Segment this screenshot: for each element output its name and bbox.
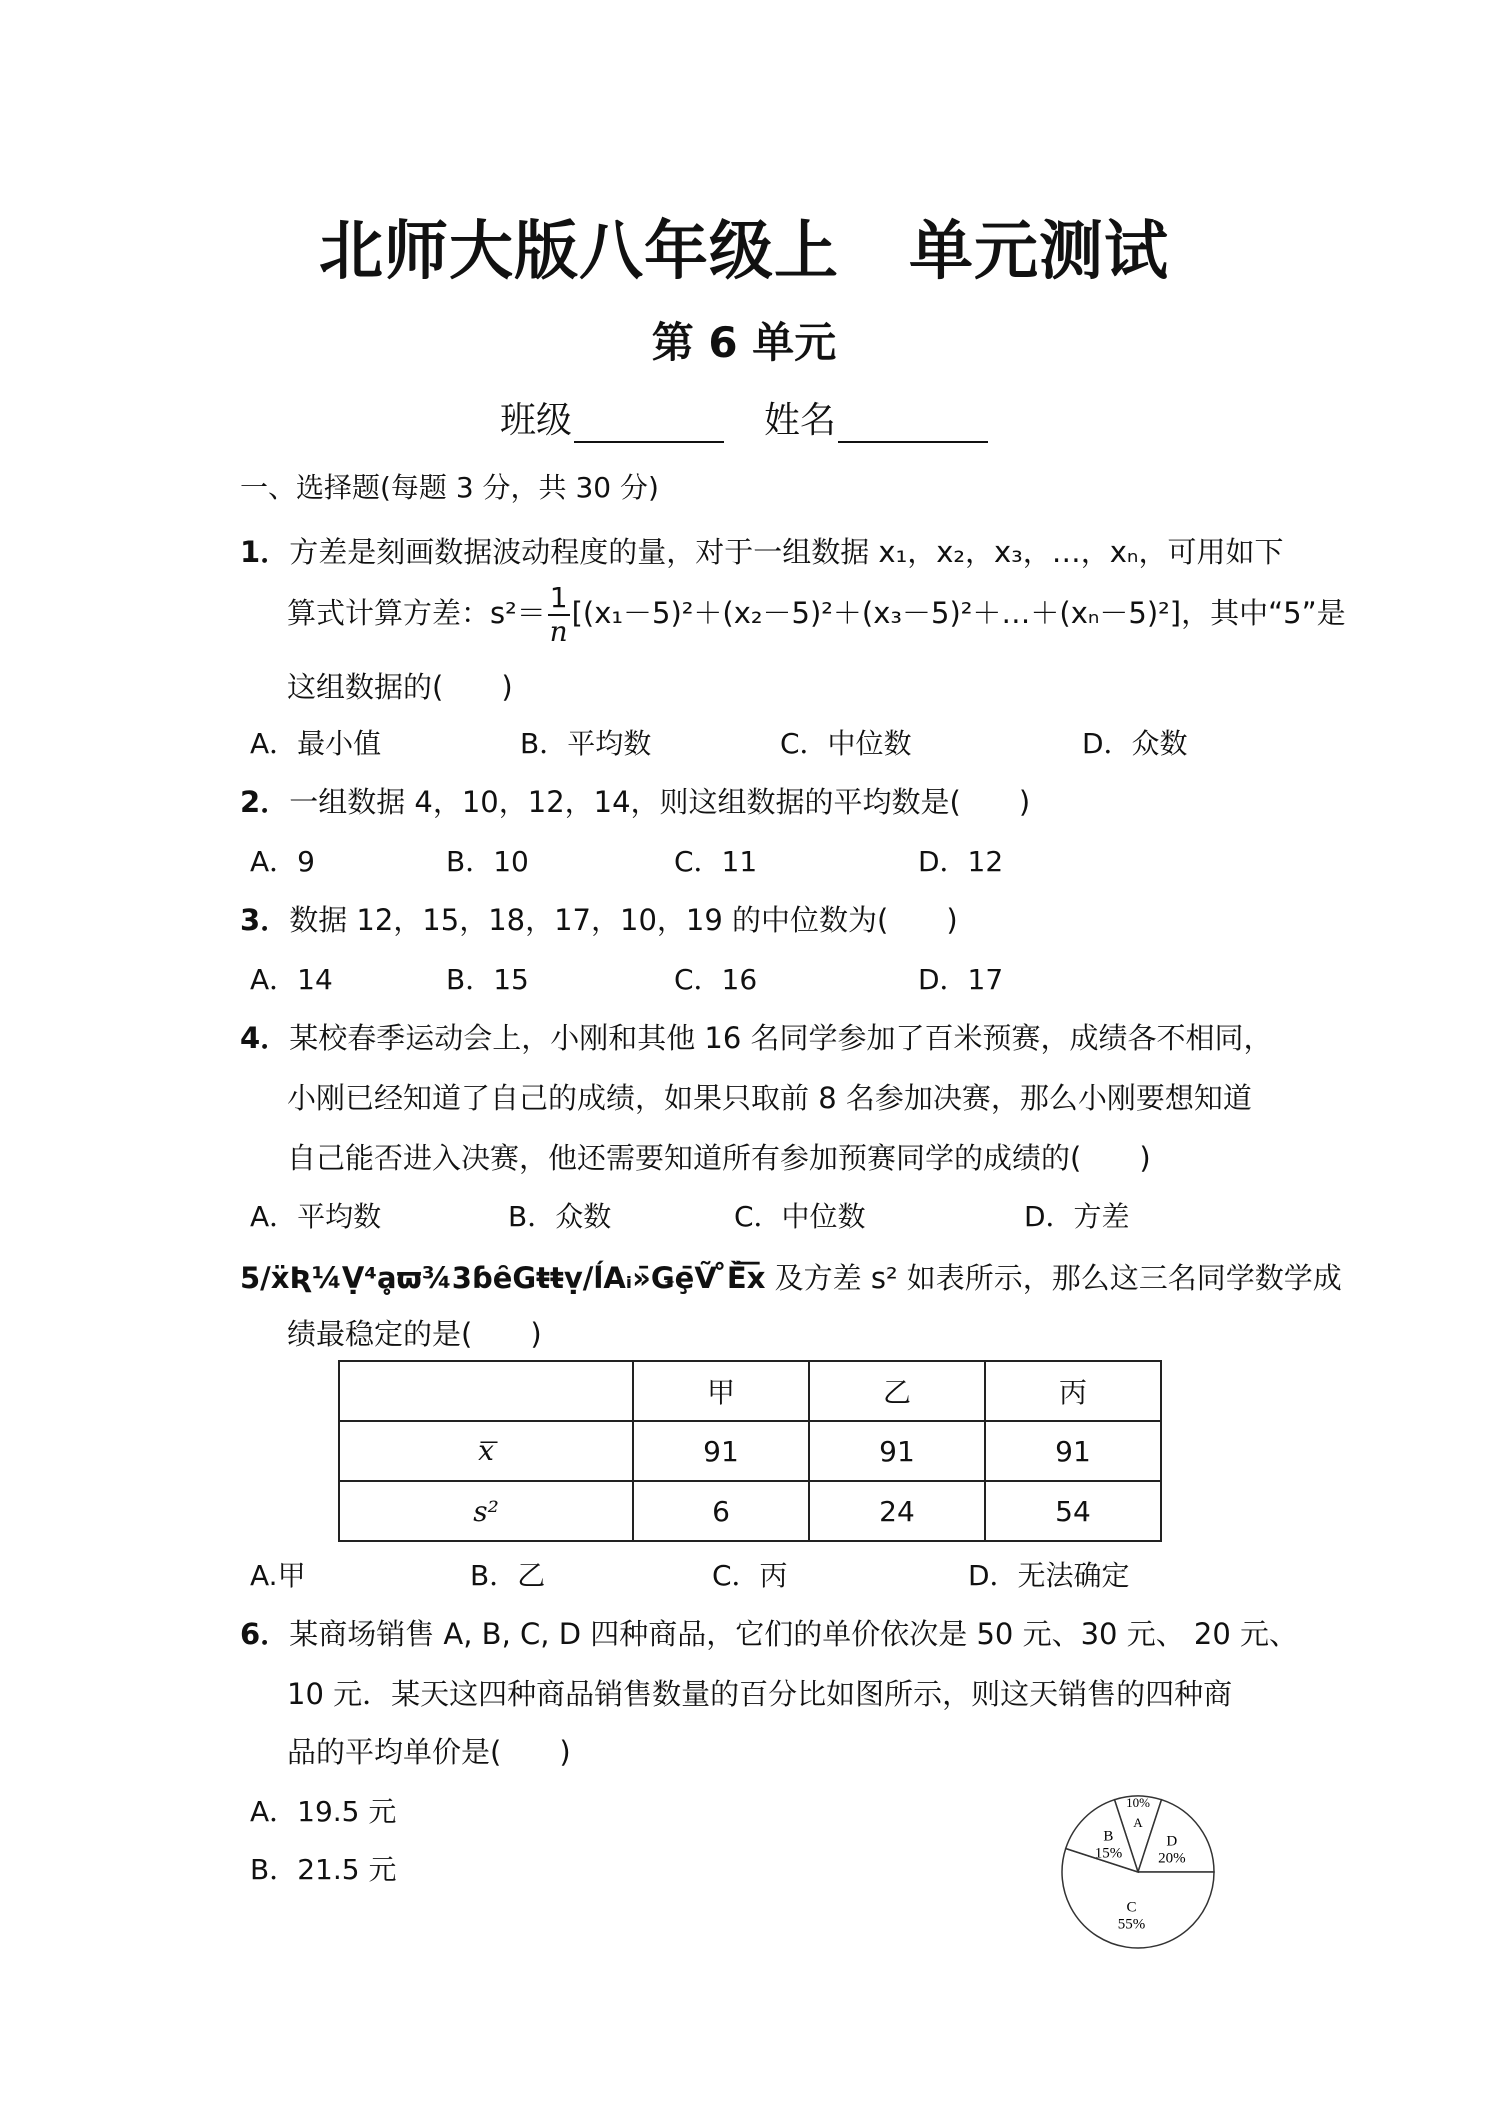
table-cell: s² [339,1481,633,1541]
q1-fraction [548,581,570,648]
q4-option-c[interactable]: C．中位数 [734,1200,866,1233]
q3-line [240,898,958,939]
q6-text-line2: 10 元．某天这四种商品销售数量的百分比如图所示，则这天销售的四种商 [287,1677,1233,1711]
q4-line1 [240,1016,1273,1057]
q6-text-line3: 品的平均单价是( ) [287,1735,571,1769]
q5-stats-table [338,1360,1162,1542]
q1-line2 [287,581,1346,648]
q4-option-a[interactable]: A．平均数 [250,1200,382,1233]
q1-formula-lhs: s²＝ [490,596,546,630]
table-row [339,1481,1161,1541]
table-row [339,1361,1161,1421]
q1-number: 1． [240,535,290,569]
q1-option-c[interactable]: C．中位数 [780,727,912,760]
q1-text-line2-prefix: 算式计算方差： [287,596,491,630]
table-cell: 91 [985,1421,1161,1481]
class-label: 班级 [499,400,572,441]
table-cell: 91 [809,1421,985,1481]
page-title [0,200,1488,292]
pie-label-c: C [1126,1899,1137,1916]
q2-option-d[interactable]: D．12 [918,845,1004,878]
title-part1: 北师大版八年级上 [319,215,839,289]
q1-formula-rhs: [(x₁－5)²＋(x₂－5)²＋(x₃－5)²＋…＋(xₙ－5)²]，其中“5”是 [571,596,1346,630]
q1-text-line1: 方差是刻画数据波动程度的量，对于一组数据 x₁，x₂，x₃，…，xₙ，可用如下 [289,535,1284,569]
table-cell: 54 [985,1481,1161,1541]
table-cell: 24 [809,1481,985,1541]
q4-number: 4． [240,1021,290,1055]
q4-text-line1: 某校春季运动会上，小刚和其他 16 名同学参加了百米预赛，成绩各不相同， [289,1021,1273,1055]
table-cell: 91 [633,1421,809,1481]
q6-line1 [240,1612,1298,1653]
q6-number: 6． [240,1617,290,1651]
q5-option-a[interactable]: A.甲 [250,1559,306,1592]
q2-text: 一组数据 4，10，12，14，则这组数据的平均数是( ) [289,785,1031,819]
table-header-cell [339,1361,633,1421]
table-cell: 6 [633,1481,809,1541]
section-heading: 一、选择题(每题 3 分，共 30 分) [240,471,659,504]
student-info-line [0,392,1488,443]
q3-option-c[interactable]: C．16 [674,963,758,996]
q1-text-line3: 这组数据的( ) [287,670,513,704]
unit-subtitle: 第 6 单元 [651,318,837,367]
pie-value-b: 15% [1094,1845,1123,1862]
q2-option-a[interactable]: A．9 [250,845,315,878]
q5-option-d[interactable]: D．无法确定 [968,1559,1130,1592]
pie-label-d: D [1166,1833,1178,1850]
q5-line1 [240,1256,1342,1297]
class-blank[interactable] [574,407,724,443]
q4-option-d[interactable]: D．方差 [1024,1200,1130,1233]
pie-value-a: 10% [1126,1794,1150,1810]
table-header-cell: 丙 [985,1361,1161,1421]
q2-option-b[interactable]: B．10 [446,845,529,878]
pie-value-d: 20% [1158,1850,1186,1867]
q3-number: 3． [240,903,290,937]
table-row [339,1421,1161,1481]
q5-option-c[interactable]: C．丙 [712,1559,788,1592]
title-part2: 单元测试 [909,215,1169,289]
q1-frac-num: 1 [549,581,568,614]
pie-value-c: 55% [1117,1916,1146,1933]
table-cell: ͞x [339,1421,633,1481]
q4-text-line3: 自己能否进入决赛，他还需要知道所有参加预赛同学的成绩的( ) [287,1141,1151,1175]
q1-option-b[interactable]: B．平均数 [520,727,652,760]
q4-option-b[interactable]: B．众数 [508,1200,612,1233]
q6-text-line1: 某商场销售 A, B, C, D 四种商品，它们的单价依次是 50 元、30 元、 20 元、 [289,1617,1299,1651]
q2-option-c[interactable]: C．11 [674,845,758,878]
q2-number: 2． [240,785,290,819]
q5-text-line1: 及方差 s² 如表所示，那么这三名同学数学成 [765,1261,1342,1295]
table-header-cell: 甲 [633,1361,809,1421]
table-header-cell: 乙 [809,1361,985,1421]
q1-line1 [240,530,1284,571]
pie-label-a: A [1133,1814,1143,1830]
name-label: 姓名 [764,400,837,441]
pie-label-b: B [1103,1828,1114,1845]
q6-pie-chart [1058,1790,1218,1950]
q1-option-d[interactable]: D．众数 [1082,727,1188,760]
q1-option-a[interactable]: A．最小值 [250,727,382,760]
q6-option-b[interactable]: B．21.5 元 [250,1853,397,1886]
q5-text-line2: 绩最稳定的是( ) [287,1317,542,1351]
q3-text: 数据 12，15，18，17，10，19 的中位数为( ) [289,903,958,937]
q3-option-a[interactable]: A．14 [250,963,333,996]
q2-line [240,780,1030,821]
q6-option-a[interactable]: A．19.5 元 [250,1795,397,1828]
q5-garbled-prefix: 5/ẍƦ¼Ṿ⁴ḁϖ¾3ɓȇGŧŧṿ/ĺAᵢ»̄Ǥȩ̄Ṽ ̊Ȅ͞x [240,1261,766,1295]
q3-option-b[interactable]: B．15 [446,963,529,996]
name-blank[interactable] [838,407,988,443]
q5-option-b[interactable]: B．乙 [470,1559,546,1592]
q3-option-d[interactable]: D．17 [918,963,1004,996]
q4-text-line2: 小刚已经知道了自己的成绩，如果只取前 8 名参加决赛，那么小刚要想知道 [287,1081,1252,1115]
q1-frac-den: n [549,615,568,648]
